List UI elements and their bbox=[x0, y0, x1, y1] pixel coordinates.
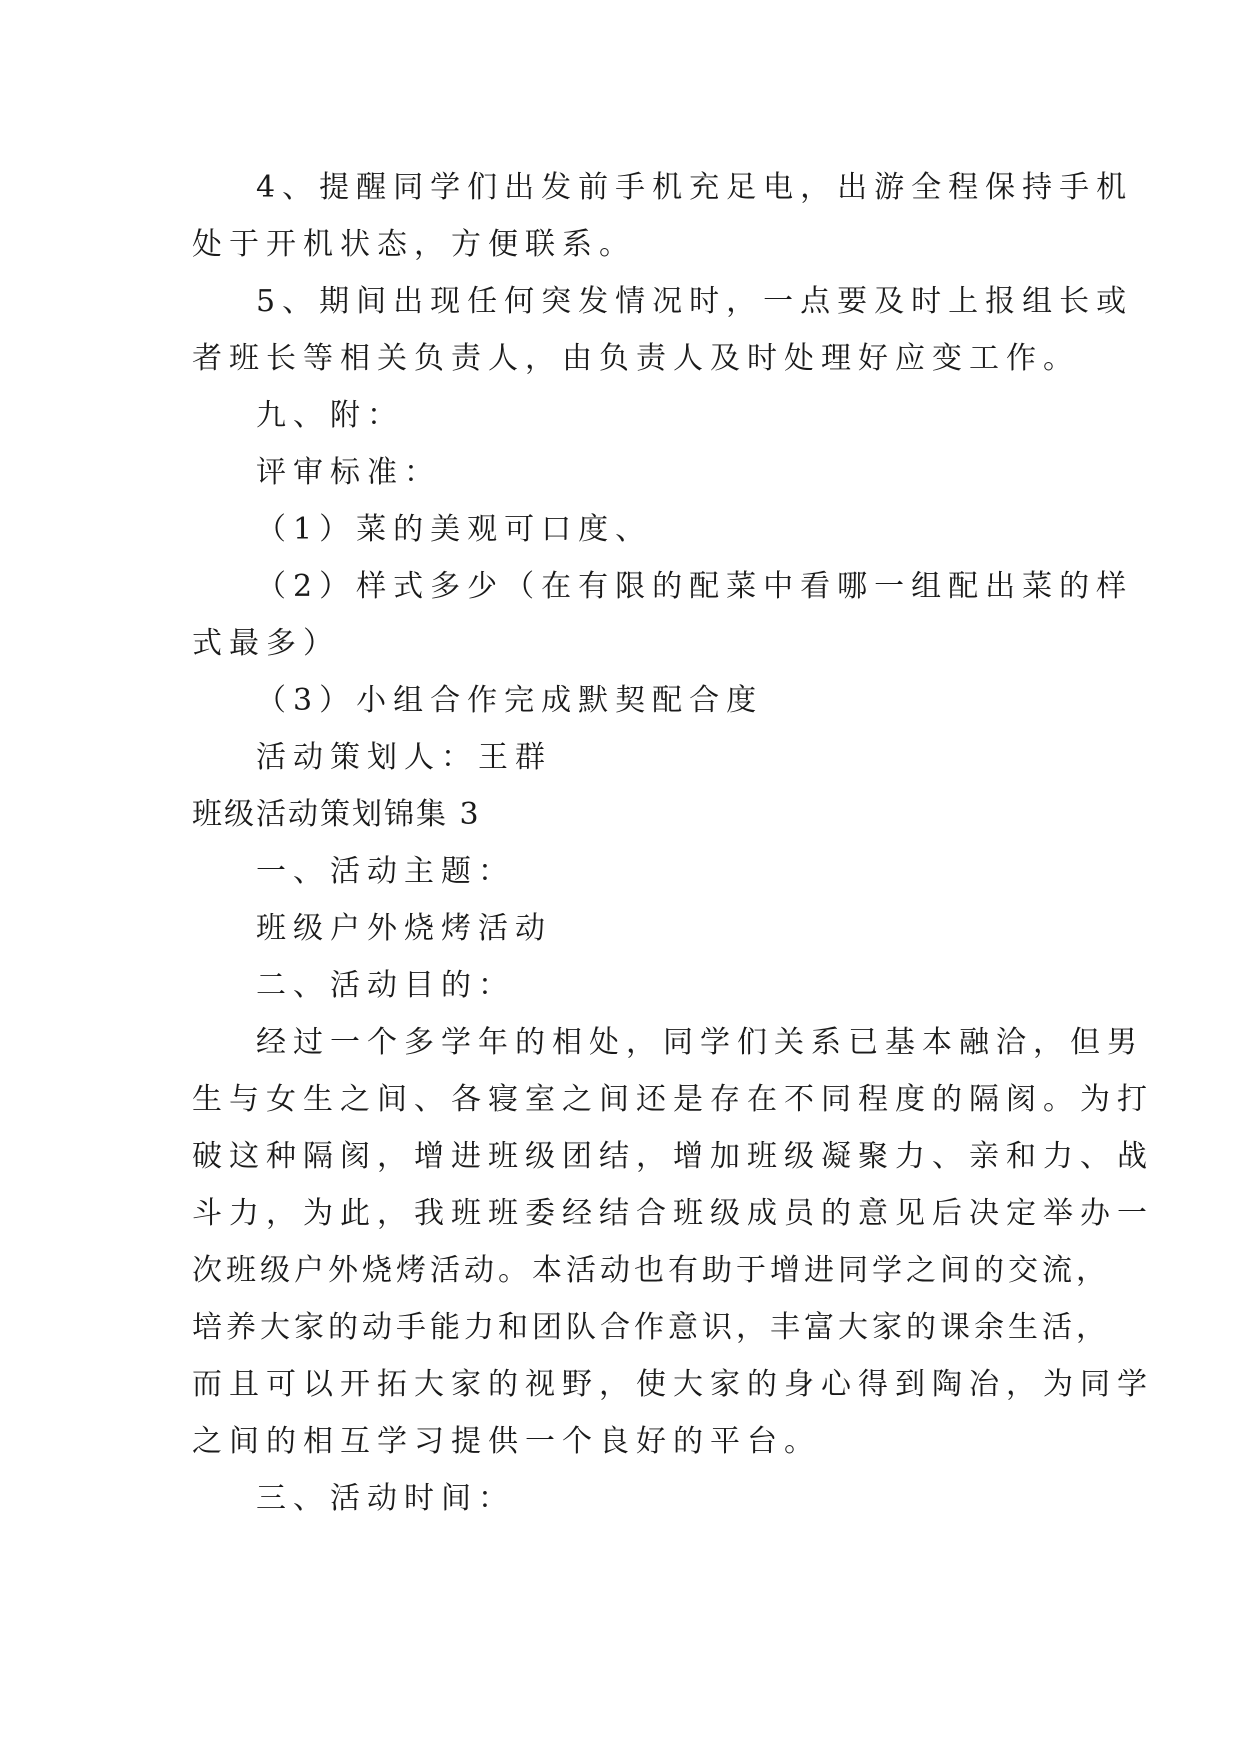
paragraph-line: 斗力，为此，我班班委经结合班级成员的意见后决定举办一 bbox=[192, 1196, 1154, 1231]
section-heading: 二、活动目的： bbox=[256, 968, 515, 1003]
paragraph-line: 之间的相互学习提供一个良好的平台。 bbox=[192, 1424, 821, 1459]
paragraph-line: 次班级户外烧烤活动。本活动也有助于增进同学之间的交流， bbox=[192, 1253, 1110, 1288]
paragraph-line: 处于开机状态，方便联系。 bbox=[192, 227, 636, 262]
section-heading: 九、附： bbox=[256, 398, 404, 433]
list-item: （1）菜的美观可口度、 bbox=[256, 512, 653, 547]
paragraph-line: 5、期间出现任何突发情况时，一点要及时上报组长或 bbox=[256, 284, 1134, 319]
document-heading: 班级活动策划锦集 3 bbox=[192, 797, 481, 832]
section-heading: 三、活动时间： bbox=[256, 1481, 515, 1516]
paragraph-line: 经过一个多学年的相处，同学们关系已基本融洽，但男 bbox=[256, 1025, 1144, 1060]
paragraph-line: 班级户外烧烤活动 bbox=[256, 911, 552, 946]
paragraph-line: 4、提醒同学们出发前手机充足电，出游全程保持手机 bbox=[256, 170, 1134, 205]
list-item: （2）样式多少（在有限的配菜中看哪一组配出菜的样 bbox=[256, 569, 1134, 604]
section-heading: 一、活动主题： bbox=[256, 854, 515, 889]
paragraph-line: 者班长等相关负责人，由负责人及时处理好应变工作。 bbox=[192, 341, 1080, 376]
paragraph-line: 生与女生之间、各寝室之间还是存在不同程度的隔阂。为打 bbox=[192, 1082, 1154, 1117]
paragraph-line: 培养大家的动手能力和团队合作意识，丰富大家的课余生活， bbox=[192, 1310, 1110, 1345]
paragraph-line: 活动策划人：王群 bbox=[256, 740, 552, 775]
paragraph-line: 破这种隔阂，增进班级团结，增加班级凝聚力、亲和力、战 bbox=[192, 1139, 1154, 1174]
paragraph-line: 而且可以开拓大家的视野，使大家的身心得到陶冶，为同学 bbox=[192, 1367, 1154, 1402]
paragraph-line: 式最多） bbox=[192, 626, 340, 661]
list-item: （3）小组合作完成默契配合度 bbox=[256, 683, 764, 718]
paragraph-line: 评审标准： bbox=[256, 455, 441, 490]
